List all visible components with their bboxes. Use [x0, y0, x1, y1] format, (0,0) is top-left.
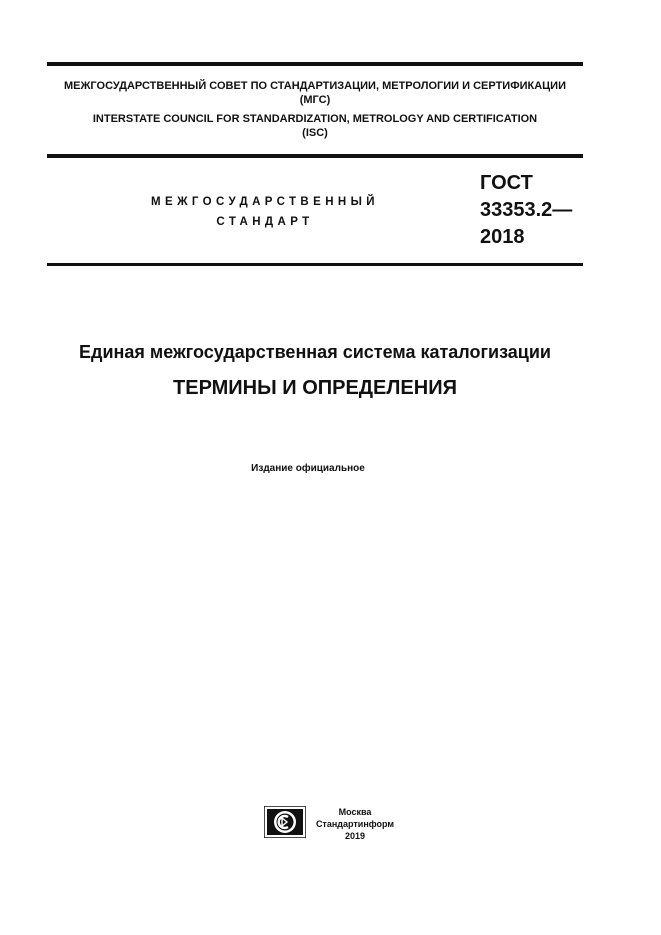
gost-prefix: ГОСТ	[480, 172, 533, 194]
gost-designation	[480, 170, 572, 251]
council-abbr-ru: (МГС)	[299, 94, 331, 106]
top-rule	[47, 62, 583, 66]
document-title: Единая межгосударственная система каталогизации	[79, 342, 551, 362]
publisher-info	[310, 806, 400, 842]
council-header	[47, 79, 583, 140]
standard-type	[120, 192, 410, 232]
council-abbr-en: (ISC)	[302, 127, 328, 139]
document-subtitle: ТЕРМИНЫ И ОПРЕДЕЛЕНИЯ	[173, 377, 457, 399]
publication-year: 2019	[344, 831, 366, 841]
standard-type-line2: СТАНДАРТ	[216, 216, 314, 228]
council-name-ru: МЕЖГОСУДАРСТВЕННЫЙ СОВЕТ ПО СТАНДАРТИЗАЦИИ, МЕТРОЛОГИИ И СЕРТИФИКАЦИИ	[63, 80, 566, 92]
publisher-city: Москва	[338, 807, 372, 817]
standartinform-logo-icon	[264, 806, 306, 838]
gost-year: 2018	[480, 226, 525, 248]
middle-rule	[47, 154, 583, 158]
gost-number: 33353.2—	[480, 199, 573, 221]
publisher-name: Стандартинформ	[315, 819, 395, 829]
standard-type-line1: МЕЖГОСУДАРСТВЕННЫЙ	[151, 196, 379, 208]
edition-label: Издание официальное	[251, 463, 365, 474]
bottom-rule	[47, 263, 583, 266]
council-name-en: INTERSTATE COUNCIL FOR STANDARDIZATION, METROLOGY AND CERTIFICATION	[92, 113, 538, 125]
